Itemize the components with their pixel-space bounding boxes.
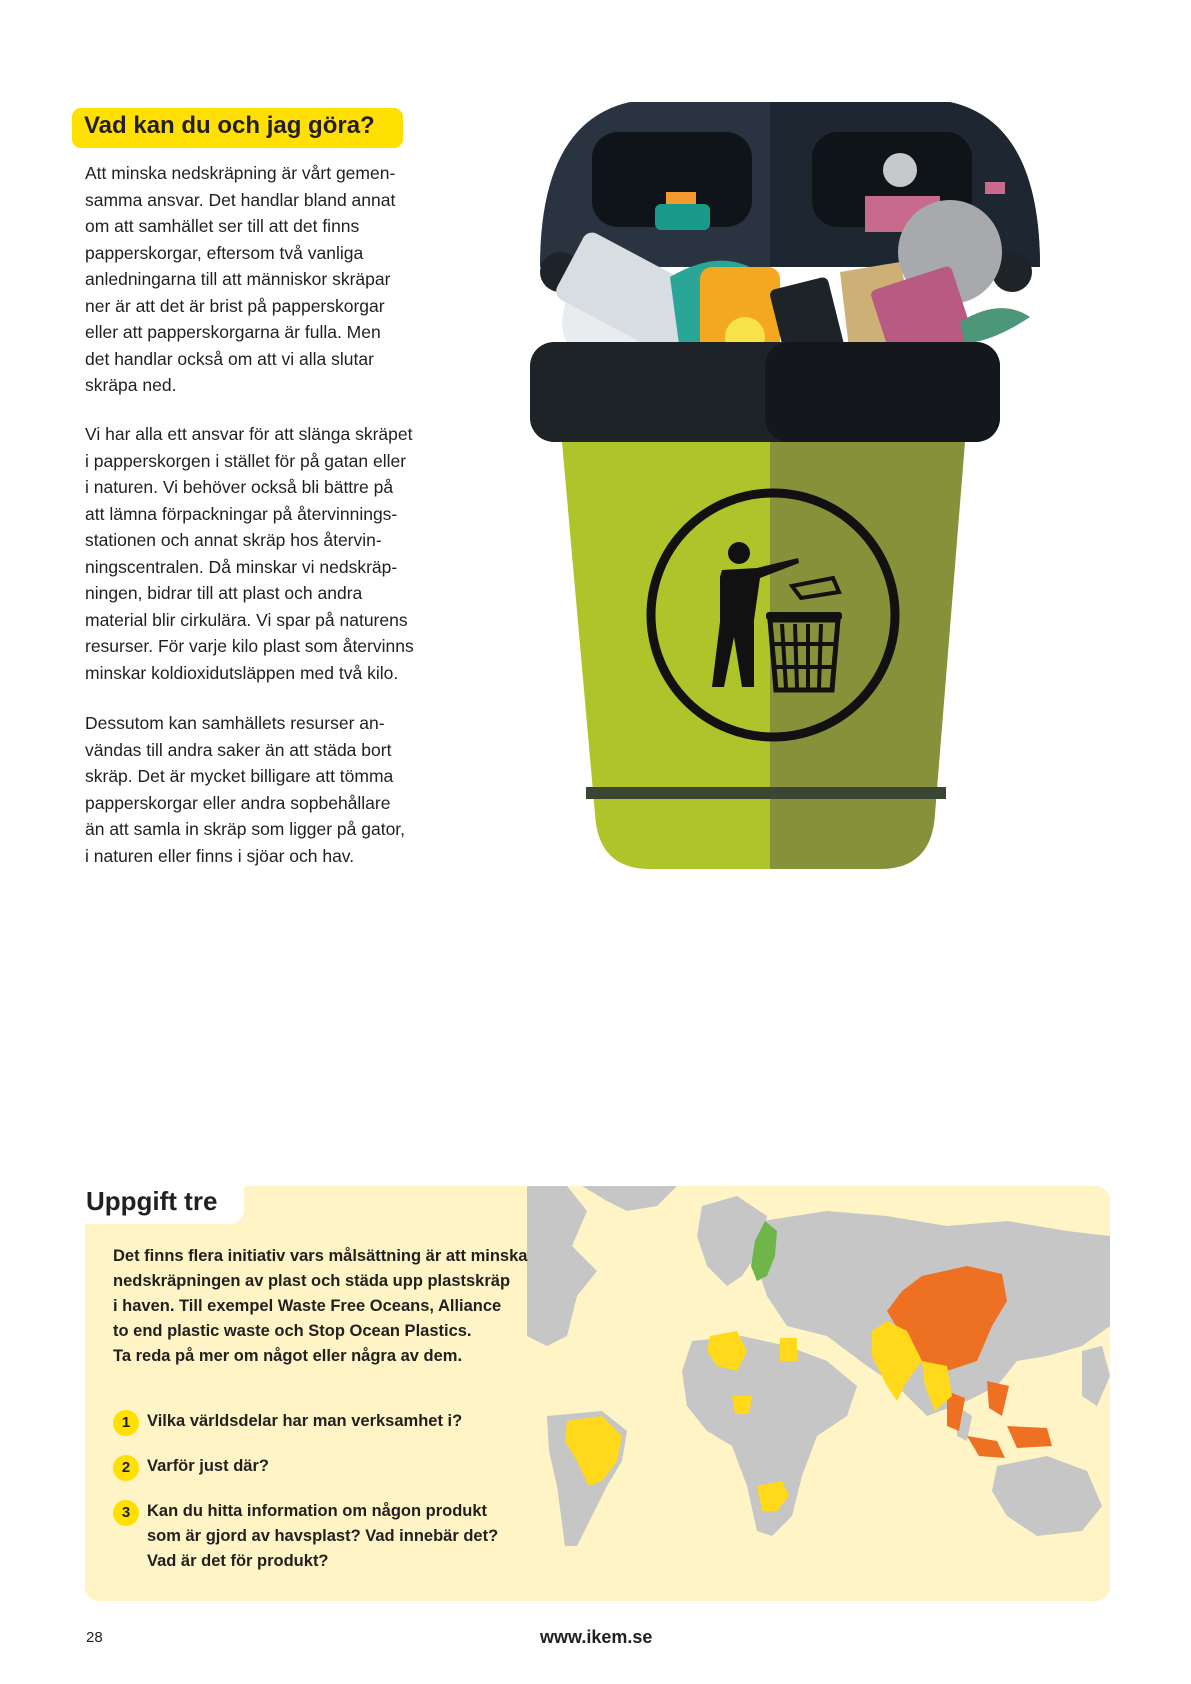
text-line: to end plastic waste och Stop Ocean Plastics. [113, 1322, 472, 1340]
text-line: eller att papperskorgarna är fulla. Men [85, 322, 381, 342]
task-intro [113, 1244, 533, 1369]
text-line: minskar koldioxidutsläppen med två kilo. [85, 662, 399, 683]
bin-rim [530, 342, 1000, 442]
litter-bin-illustration [530, 92, 1050, 872]
text-line: stationen och annat skräp hos återvin- [85, 530, 382, 550]
question-number-badge: 2 [113, 1455, 139, 1481]
text-line: Att minska nedskräpning är vårt gemen- [85, 163, 396, 183]
text-line: om att samhället ser till att det finns [85, 216, 360, 236]
text-line: i naturen. Vi behöver också bli bättre på [85, 477, 394, 497]
text-line: anledningarna till att människor skräpar [85, 269, 391, 289]
text-line: samma ansvar. Det handlar bland annat [85, 189, 396, 210]
text-line: papperskorgar, eftersom två vanliga [85, 242, 364, 263]
text-line: i papperskorgen i stället för på gatan eller [85, 450, 407, 471]
website-url: www.ikem.se [540, 1627, 653, 1647]
text-line: ningscentralen. Då minskar vi nedskräp- [85, 556, 398, 577]
question-text [147, 1454, 547, 1479]
text-line: Ta reda på mer om något eller några av dem. [113, 1347, 463, 1365]
text-line: resurser. För varje kilo plast som återvinns [85, 636, 414, 656]
paragraph-2 [85, 421, 415, 686]
text-line: ner är att det är brist på papperskorgar [85, 295, 385, 316]
question-number-badge: 3 [113, 1500, 139, 1526]
text-line: Vad är det för produkt? [147, 1552, 329, 1570]
text-line: i haven. Till exempel Waste Free Oceans, Alliance [113, 1297, 502, 1315]
paragraph-3 [85, 710, 415, 869]
text-line: Det finns flera initiativ vars målsättning är att minska [113, 1247, 528, 1265]
text-line: nedskräpningen av plast och städa upp plastskräp [113, 1272, 511, 1290]
text-line: Varför just där? [147, 1457, 269, 1475]
text-line: Kan du hitta information om någon produkt [147, 1502, 488, 1520]
text-line: skräp. Det är mycket billigare att tömma [85, 766, 394, 786]
bin-body [562, 442, 965, 869]
text-line: Vilka världsdelar har man verksamhet i? [147, 1412, 463, 1430]
text-line: Dessutom kan samhällets resurser an- [85, 713, 385, 733]
text-line: ningen, bidrar till att plast och andra [85, 583, 363, 603]
text-line: att lämna förpackningar på återvinnings- [85, 503, 398, 524]
section-heading: Vad kan du och jag göra? [72, 108, 403, 148]
text-line: papperskorgar eller andra sopbehållare [85, 792, 391, 813]
text-line: vändas till andra saker än att städa bort [85, 739, 392, 760]
map-landmass [527, 1186, 1110, 1546]
question-number-badge: 1 [113, 1410, 139, 1436]
page-number: 28 [86, 1629, 103, 1646]
paragraph-1 [85, 160, 415, 399]
text-line: än att samla in skräp som ligger på gator, [85, 819, 406, 839]
text-line: skräpa ned. [85, 375, 177, 395]
question-text [147, 1499, 547, 1574]
text-line: i naturen eller finns i sjöar och hav. [85, 845, 355, 866]
text-line: material blir cirkulära. Vi spar på naturens [85, 609, 408, 630]
question-text [147, 1409, 547, 1434]
text-line: Vi har alla ett ansvar för att slänga skräpet [85, 424, 413, 444]
task-title: Uppgift tre [78, 1178, 244, 1224]
world-map [527, 1186, 1110, 1601]
text-line: som är gjord av havsplast? Vad innebär det? [147, 1527, 499, 1545]
text-line: det handlar också om att vi alla slutar [85, 348, 374, 369]
